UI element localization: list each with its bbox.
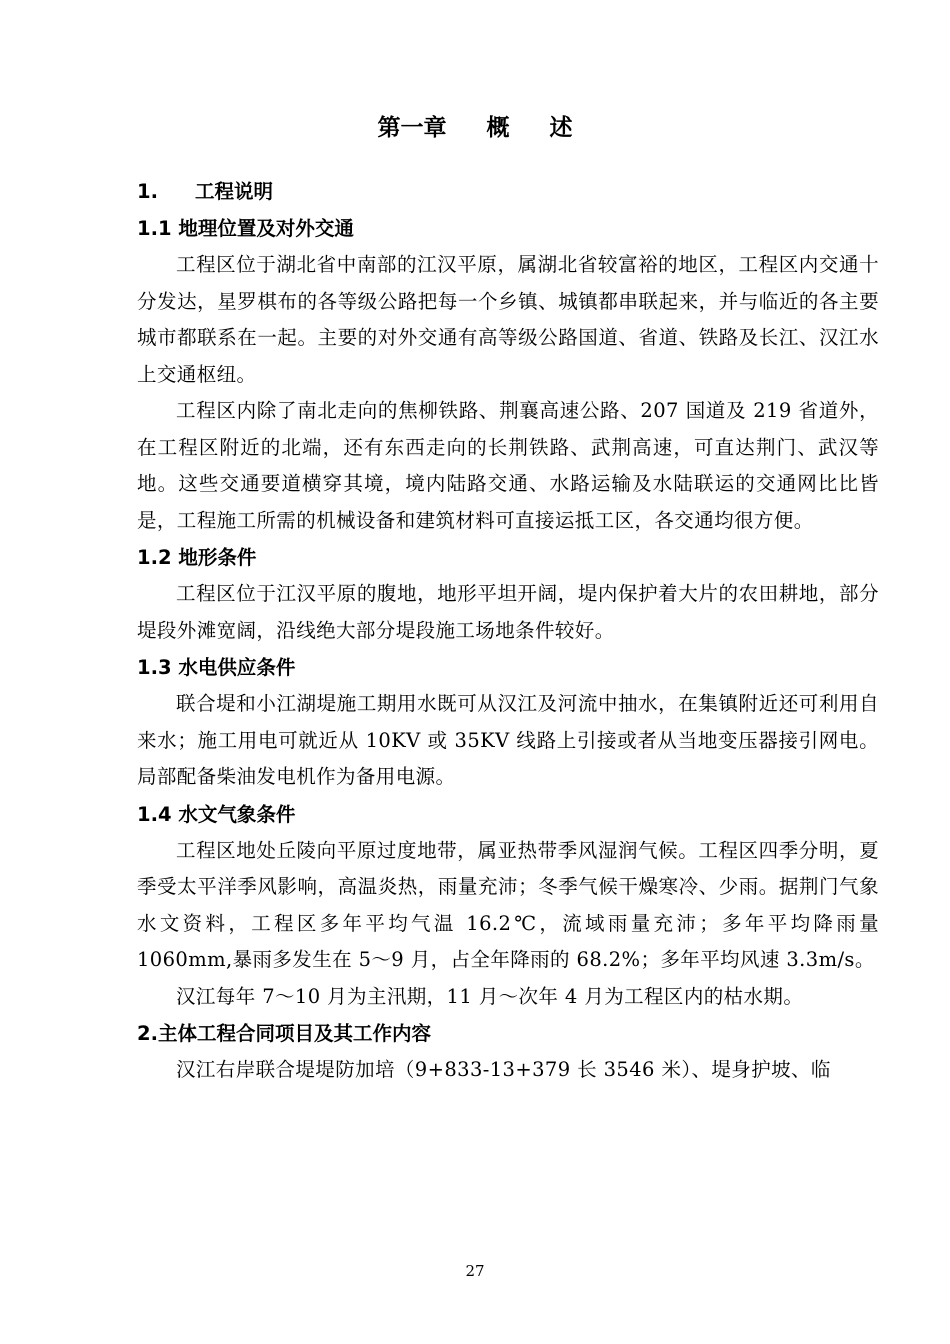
paragraph: 汉江右岸联合堤堤防加培（9+833-13+379 长 3546 米）、堤身护坡、临 <box>176 1058 831 1081</box>
document-body <box>137 173 879 1089</box>
chapter-title <box>0 112 950 144</box>
section-number: 1. <box>137 180 158 203</box>
section-heading-1-2: 1.2 地形条件 <box>137 546 257 569</box>
section-heading-1-3: 1.3 水电供应条件 <box>137 656 296 679</box>
page-number: 27 <box>465 1262 485 1280</box>
paragraph: 工程区内除了南北走向的焦柳铁路、荆襄高速公路、207 国道及 219 省道外，在工程区附近的北端，还有东西走向的长荆铁路、武荆高速，可直达荆门、武汉等地。这些交通要道横穿其境，境内陆路交通、水路运输及水陆联运的交通网比比皆是，工程施工所需的机械设备和建筑材料可直接运抵工区，各交通均很方便。 <box>137 399 879 532</box>
paragraph: 工程区位于江汉平原的腹地，地形平坦开阔，堤内保护着大片的农田耕地，部分堤段外滩宽阔，沿线绝大部分堤段施工场地条件较好。 <box>137 582 879 642</box>
chapter-word-1: 概 <box>486 115 510 141</box>
paragraph: 汉江每年 7～10 月为主汛期，11 月～次年 4 月为工程区内的枯水期。 <box>176 984 804 1008</box>
section-heading-1 <box>137 173 879 210</box>
section-heading-1-4: 1.4 水文气象条件 <box>137 802 296 826</box>
paragraph: 工程区地处丘陵向平原过度地带，属亚热带季风湿润气候。工程区四季分明，夏季受太平洋季风影响，高温炎热，雨量充沛；冬季气候干燥寒冷、少雨。据荆门气象水文资料，工程区多年平均气温 16.2℃，流域雨量充沛；多年平均降雨量 1060mm,暴雨多发生在 5～9 月，占全年降雨的 68.2%；多年平均风速 3.3m/s。 <box>137 838 879 971</box>
section-title: 工程说明 <box>195 180 274 203</box>
chapter-label: 第一章 <box>377 115 447 141</box>
paragraph: 工程区位于湖北省中南部的江汉平原，属湖北省较富裕的地区，工程区内交通十分发达，星罗棋布的各等级公路把每一个乡镇、城镇都串联起来，并与临近的各主要城市都联系在一起。主要的对外交通有高等级公路国道、省道、铁路及长江、汉江水上交通枢纽。 <box>137 253 879 386</box>
section-heading-2: 2.主体工程合同项目及其工作内容 <box>137 1022 431 1045</box>
chapter-word-2: 述 <box>549 115 573 141</box>
section-heading-1-1: 1.1 地理位置及对外交通 <box>137 217 354 240</box>
paragraph: 联合堤和小江湖堤施工期用水既可从汉江及河流中抽水，在集镇附近还可利用自来水；施工用电可就近从 10KV 或 35KV 线路上引接或者从当地变压器接引网电。局部配备柴油发电机作为备用电源。 <box>137 692 879 788</box>
